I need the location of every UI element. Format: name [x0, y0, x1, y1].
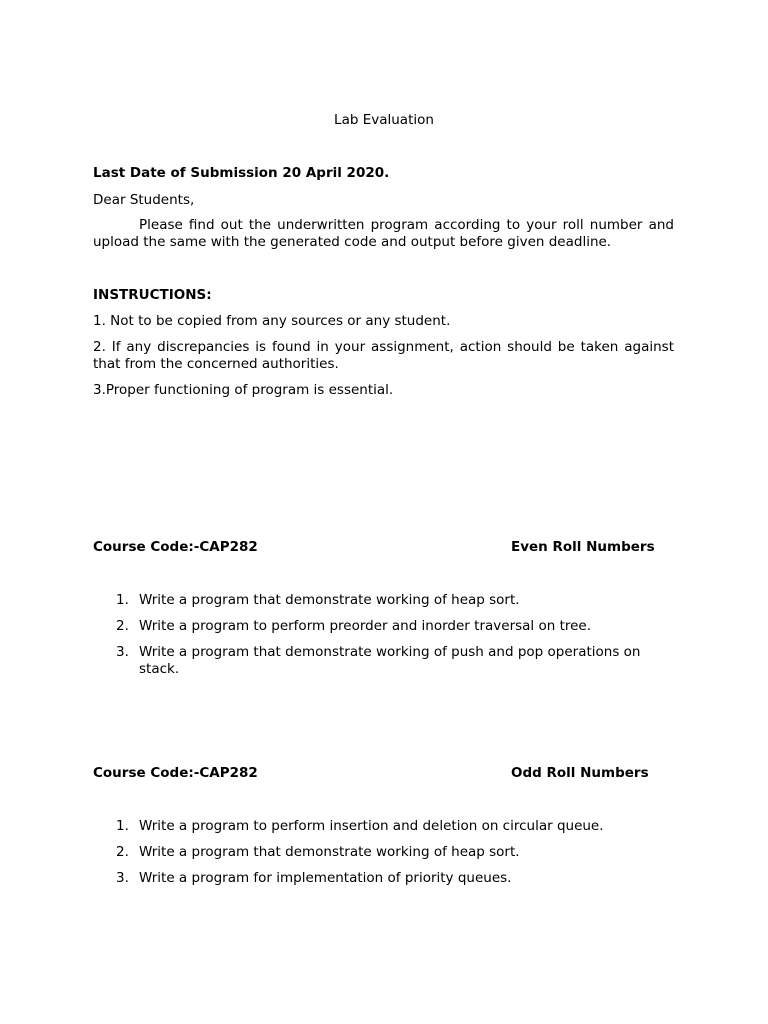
instruction-item: 2. If any discrepancies is found in your assignment, action should be taken against that from the concerned authorities.	[93, 339, 674, 372]
list-number: 1.	[116, 592, 129, 608]
list-item	[93, 618, 674, 635]
list-item	[93, 844, 674, 861]
list-item	[93, 870, 674, 887]
list-item	[93, 644, 674, 678]
instruction-item: 1. Not to be copied from any sources or any student.	[93, 313, 451, 329]
intro-paragraph: Please find out the underwritten program according to your roll number and upload the same with the generated code and output before given deadline.	[93, 217, 674, 250]
roll-group-heading: Odd Roll Numbers	[511, 765, 649, 781]
list-item	[93, 592, 674, 609]
task-text: Write a program that demonstrate working of heap sort.	[139, 844, 520, 860]
list-number: 1.	[116, 818, 129, 834]
task-text: Write a program to perform insertion and deletion on circular queue.	[139, 818, 604, 834]
instructions-heading: INSTRUCTIONS:	[93, 287, 212, 303]
task-text: Write a program that demonstrate working of heap sort.	[139, 592, 520, 608]
task-list-even	[93, 592, 674, 687]
list-number: 3.	[116, 870, 129, 886]
list-item	[93, 818, 674, 835]
list-number: 3.	[116, 644, 129, 660]
instruction-item: 3.Proper functioning of program is essential.	[93, 382, 394, 398]
course-code: Course Code:-CAP282	[93, 765, 258, 781]
salutation: Dear Students,	[93, 192, 195, 208]
list-number: 2.	[116, 618, 129, 634]
document-title: Lab Evaluation	[334, 112, 434, 128]
list-number: 2.	[116, 844, 129, 860]
course-code: Course Code:-CAP282	[93, 539, 258, 555]
submission-deadline: Last Date of Submission 20 April 2020.	[93, 165, 390, 181]
task-list-odd	[93, 818, 674, 896]
roll-group-heading: Even Roll Numbers	[511, 539, 655, 555]
task-text: Write a program for implementation of priority queues.	[139, 870, 512, 886]
task-text: Write a program to perform preorder and inorder traversal on tree.	[139, 618, 592, 634]
task-text: Write a program that demonstrate working of push and pop operations on stack.	[139, 644, 641, 677]
